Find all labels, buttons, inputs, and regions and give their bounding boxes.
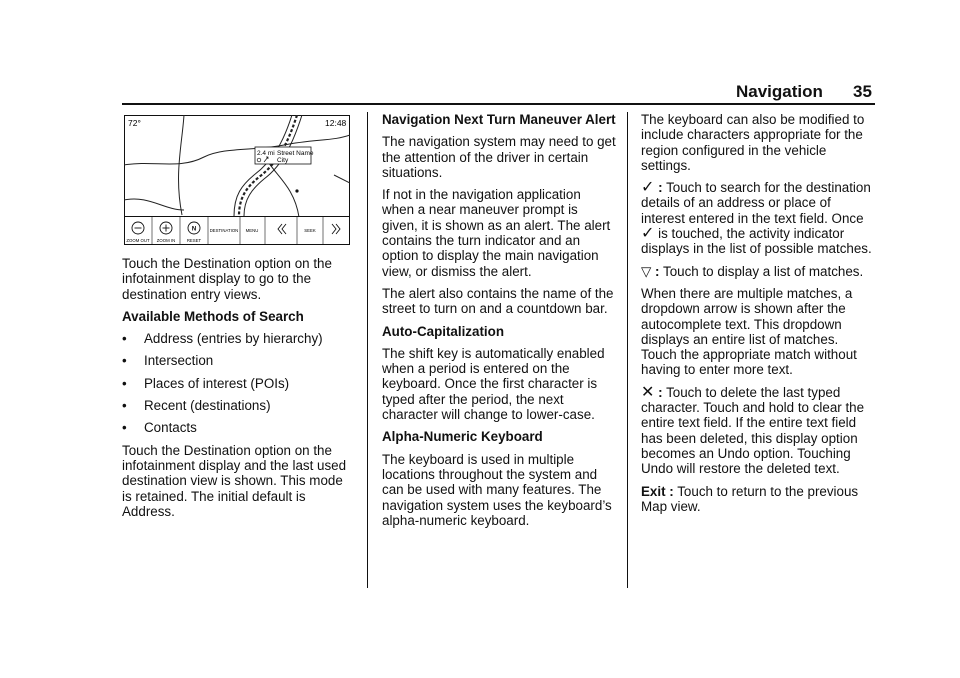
- menu-label: MENU: [245, 228, 259, 233]
- menu-button[interactable]: [246, 228, 259, 233]
- map-clock: 12:48: [325, 118, 347, 128]
- page-number: 35: [853, 82, 872, 101]
- caps-paragraph: The shift key is automatically enabled when a period is entered on the keyboard. Once the first character is typed after the period, the next character will change to lower-case.: [382, 345, 605, 423]
- dropdown-description: ▽ : Touch to display a list of matches.: [641, 263, 864, 279]
- alert-paragraph: If not in the navigation application when a near maneuver prompt is given, it is shown as an alert. The alert contains the turn indicator and an option to display the main navigation view, or dismiss the alert.: [382, 187, 611, 279]
- callout-street: Street Name: [277, 150, 314, 157]
- keyboard-paragraph: The keyboard is used in multiple locations throughout the system and can be used with many features. The navigation system uses the keyboard’s alpha-numeric keyboard.: [382, 451, 612, 528]
- map-temperature: 72°: [128, 118, 141, 128]
- column-divider: [367, 112, 368, 588]
- navigation-map-screenshot: [124, 115, 350, 245]
- checkmark-icon: ✓: [641, 225, 655, 243]
- column-1: [122, 256, 354, 526]
- zoom-in-label: ZOOM IN: [156, 238, 176, 243]
- list-item: • Address (entries by hierarchy): [122, 331, 323, 347]
- destination-intro: Touch the Destination option on the infotainment display to go to the destination entry views.: [122, 256, 332, 302]
- seek-label: SEEK: [304, 228, 316, 233]
- keyboard-region-paragraph: The keyboard can also be modified to include characters appropriate for the region configured in the vehicle settings.: [641, 112, 865, 173]
- column-2: [382, 112, 616, 535]
- alert-paragraph: The navigation system may need to get the attention of the driver in certain situations.: [382, 134, 616, 180]
- alert-paragraph: The alert also contains the name of the street to turn on and a countdown bar.: [382, 285, 614, 317]
- list-item: • Contacts: [122, 420, 197, 436]
- svg-text:N: N: [191, 226, 197, 233]
- methods-heading: Available Methods of Search: [122, 308, 304, 324]
- destination-label: DESTINATION: [209, 228, 239, 233]
- callout-distance: 2.4 mi: [257, 150, 275, 157]
- header-rule: [122, 103, 875, 105]
- checkmark-icon: ✓: [641, 179, 655, 197]
- column-divider: [627, 112, 628, 588]
- seek-button[interactable]: [304, 228, 316, 233]
- column-3: [641, 112, 877, 521]
- check-description: ✓ : Touch to search for the destination details of an address or place of interest entered in the text field. Once ✓ is touched, the activity indicator displays in the list of possible matches.: [641, 179, 872, 257]
- alert-heading: Navigation Next Turn Maneuver Alert: [382, 112, 616, 127]
- list-item: • Intersection: [122, 353, 214, 369]
- section-title: Navigation: [736, 82, 823, 101]
- keyboard-heading: Alpha-Numeric Keyboard: [382, 429, 543, 445]
- delete-description: ✕ : Touch to delete the last typed character. Touch and hold to clear the entire text field. If the entire text field has been deleted, this display option becomes an Undo option. Touching Undo will restore the deleted text.: [641, 383, 865, 477]
- delete-x-icon: ✕: [641, 383, 655, 401]
- callout-city: City: [277, 157, 289, 164]
- list-item: • Places of interest (POIs): [122, 375, 290, 391]
- zoom-out-label: ZOOM OUT: [126, 238, 150, 243]
- caps-heading: Auto-Capitalization: [382, 323, 504, 339]
- dropdown-arrow-icon: ▽: [641, 263, 652, 279]
- destination-closing: Touch the Destination option on the infotainment display and the last used destination view is shown. This mode is retained. The initial default is Address.: [122, 442, 347, 519]
- matches-paragraph: When there are multiple matches, a dropdown arrow is shown after the autocomplete text. This dropdown displays an entire list of matches. Touch the appropriate match without having to enter more text.: [641, 285, 857, 378]
- exit-description: Exit : Touch to return to the previous Map view.: [641, 483, 859, 514]
- list-item: • Recent (destinations): [122, 398, 271, 414]
- destination-button[interactable]: [210, 228, 239, 233]
- reset-label: RESET: [186, 238, 202, 243]
- exit-label: Exit :: [641, 483, 674, 499]
